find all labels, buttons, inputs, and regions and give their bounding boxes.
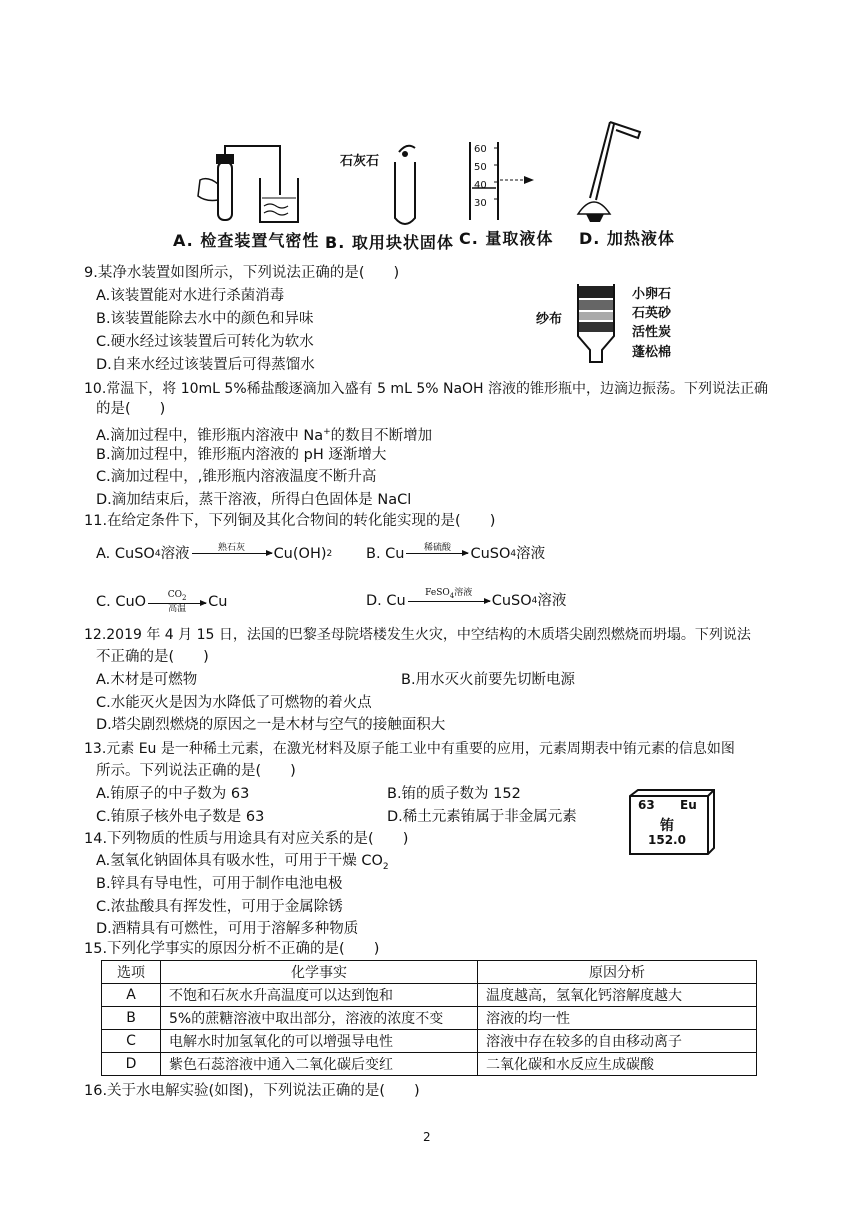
q11-option-d[interactable]: D. Cu FeSO$_4$溶液 CuSO 4 溶液 bbox=[366, 588, 567, 609]
q12-stem-line1: 12.2019 年 4 月 15 日，法国的巴黎圣母院塔楼发生火灾，中空结构的木质塔尖剧烈燃烧而坍塌。下列说法 bbox=[84, 627, 751, 643]
table-cell: 紫色石蕊溶液中通入二氧化碳后变红 bbox=[161, 1053, 478, 1076]
element-mass: 152.0 bbox=[648, 833, 686, 847]
table-cell: D bbox=[102, 1053, 161, 1076]
q10-option-b[interactable]: B.滴加过程中，锥形瓶内溶液的 pH 逐渐增大 bbox=[96, 447, 387, 463]
limestone-label: 石灰石 bbox=[340, 154, 380, 169]
q13-stem-line1: 13.元素 Eu 是一种稀土元素，在激光材料及原子能工业中有重要的应用，元素周期表中铕元素的信息如图 bbox=[84, 741, 735, 757]
q9-option-a[interactable]: A.该装置能对水进行杀菌消毒 bbox=[96, 288, 285, 304]
fig-caption-c: C. 量取液体 bbox=[459, 229, 554, 248]
q14-option-d[interactable]: D.酒精具有可燃性，可用于溶解多种物质 bbox=[96, 921, 359, 937]
water-filter-figure bbox=[568, 278, 624, 368]
q11-option-a[interactable]: A. CuSO 4 溶液 熟石灰 Cu(OH) 2 bbox=[96, 542, 333, 562]
q12-option-b[interactable]: B.用水灭火前要先切断电源 bbox=[401, 672, 576, 688]
table-cell: 不饱和石灰水升高温度可以达到饱和 bbox=[161, 984, 478, 1007]
q13-option-b[interactable]: B.铕的质子数为 152 bbox=[387, 786, 521, 802]
q14-option-c[interactable]: C.浓盐酸具有挥发性，可用于金属除锈 bbox=[96, 899, 343, 915]
fig-caption-a: A. 检查装置气密性 bbox=[173, 231, 320, 250]
q14-option-a[interactable]: A.氢氧化钠固体具有吸水性，可用于干燥 $CO_2$ bbox=[96, 853, 389, 872]
q14-stem: 14.下列物质的性质与用途具有对应关系的是( ) bbox=[84, 831, 409, 847]
cylinder-tick-60: 60 bbox=[474, 144, 487, 155]
q10-option-c[interactable]: C.滴加过程中，,锥形瓶内溶液温度不断升高 bbox=[96, 469, 377, 485]
page-number: 2 bbox=[423, 1130, 431, 1144]
element-name: 铕 bbox=[660, 818, 674, 834]
q11-option-c[interactable]: C. CuO $CO_2$ 高温 Cu bbox=[96, 590, 228, 614]
q9-option-d[interactable]: D.自来水经过该装置后可得蒸馏水 bbox=[96, 357, 315, 373]
table-cell: 溶液中存在较多的自由移动离子 bbox=[478, 1030, 757, 1053]
gauze-label: 纱布 bbox=[536, 312, 563, 327]
table-row[interactable] bbox=[102, 1007, 757, 1030]
q10-option-a[interactable]: A.滴加过程中，锥形瓶内溶液中 Na+的数目不断增加 bbox=[96, 427, 433, 444]
q14-option-b[interactable]: B.锌具有导电性，可用于制作电池电极 bbox=[96, 876, 343, 892]
reaction-arrow: FeSO$_4$溶液 bbox=[408, 588, 490, 602]
table-cell: C bbox=[102, 1030, 161, 1053]
table-cell: 5%的蔗糖溶液中取出部分，溶液的浓度不变 bbox=[161, 1007, 478, 1030]
airtightness-apparatus-figure bbox=[180, 140, 310, 230]
element-symbol: Eu bbox=[680, 798, 697, 812]
q12-option-a[interactable]: A.木材是可燃物 bbox=[96, 672, 198, 688]
q16-stem: 16.关于水电解实验(如图)，下列说法正确的是( ) bbox=[84, 1083, 420, 1099]
q9-option-c[interactable]: C.硬水经过该装置后可转化为软水 bbox=[96, 334, 314, 350]
q11-stem: 11.在给定条件下，下列铜及其化合物间的转化能实现的是( ) bbox=[84, 513, 496, 529]
test-tube-solid-figure bbox=[385, 140, 425, 230]
q13-option-c[interactable]: C.铕原子核外电子数是 63 bbox=[96, 809, 265, 825]
layer-label-carbon: 活性炭 bbox=[632, 325, 672, 340]
table-header-cell: 原因分析 bbox=[478, 961, 757, 984]
q13-option-a[interactable]: A.铕原子的中子数为 63 bbox=[96, 786, 250, 802]
table-row[interactable] bbox=[102, 1053, 757, 1076]
q10-stem-line1: 10.常温下，将 10mL 5%稀盐酸逐滴加入盛有 5 mL 5% NaOH 溶液的锥形瓶中，边滴边振荡。下列说法正确 bbox=[84, 381, 769, 397]
q11-option-b[interactable]: B. Cu 稀硫酸 CuSO 4 溶液 bbox=[366, 542, 546, 562]
q13-option-d[interactable]: D.稀土元素铕属于非金属元素 bbox=[387, 809, 577, 825]
layer-label-pebble: 小卵石 bbox=[632, 287, 672, 302]
q12-option-c[interactable]: C.水能灭火是因为水降低了可燃物的着火点 bbox=[96, 695, 372, 711]
cylinder-tick-50: 50 bbox=[474, 162, 487, 173]
q9-option-b[interactable]: B.该装置能除去水中的颜色和异味 bbox=[96, 311, 314, 327]
q13-stem-line2: 所示。下列说法正确的是( ) bbox=[96, 763, 296, 779]
cylinder-tick-40: 40 bbox=[474, 180, 487, 191]
element-number: 63 bbox=[638, 798, 655, 812]
fig-caption-d: D. 加热液体 bbox=[579, 229, 675, 248]
table-cell: 溶液的均一性 bbox=[478, 1007, 757, 1030]
layer-label-sand: 石英砂 bbox=[632, 306, 672, 321]
heating-liquid-figure bbox=[570, 118, 660, 228]
q15-stem: 15.下列化学事实的原因分析不正确的是( ) bbox=[84, 941, 380, 957]
reaction-arrow: 稀硫酸 bbox=[406, 543, 468, 554]
q10-stem-line2: 的是( ) bbox=[96, 401, 166, 417]
reaction-arrow: 熟石灰 bbox=[192, 543, 272, 554]
table-row[interactable] bbox=[102, 984, 757, 1007]
table-cell: 温度越高，氢氧化钙溶解度越大 bbox=[478, 984, 757, 1007]
fig-caption-b: B. 取用块状固体 bbox=[325, 233, 454, 252]
table-header-cell: 化学事实 bbox=[161, 961, 478, 984]
q10-option-d[interactable]: D.滴加结束后，蒸干溶液，所得白色固体是 NaCl bbox=[96, 492, 412, 508]
table-cell: 二氧化碳和水反应生成碳酸 bbox=[478, 1053, 757, 1076]
table-cell: A bbox=[102, 984, 161, 1007]
q15-table bbox=[101, 960, 757, 1076]
reaction-arrow: $CO_2$ 高温 bbox=[148, 590, 206, 614]
q12-option-d[interactable]: D.塔尖剧烈燃烧的原因之一是木材与空气的接触面积大 bbox=[96, 717, 446, 733]
table-header-cell: 选项 bbox=[102, 961, 161, 984]
layer-label-cotton: 蓬松棉 bbox=[632, 345, 672, 360]
q9-stem: 9.某净水装置如图所示，下列说法正确的是( ) bbox=[84, 265, 400, 281]
cylinder-tick-30: 30 bbox=[474, 198, 487, 209]
table-row[interactable] bbox=[102, 1030, 757, 1053]
table-cell: B bbox=[102, 1007, 161, 1030]
q12-stem-line2: 不正确的是( ) bbox=[96, 649, 209, 665]
graduated-cylinder-figure bbox=[458, 138, 558, 228]
table-header-row bbox=[102, 961, 757, 984]
table-cell: 电解水时加氢氧化的可以增强导电性 bbox=[161, 1030, 478, 1053]
